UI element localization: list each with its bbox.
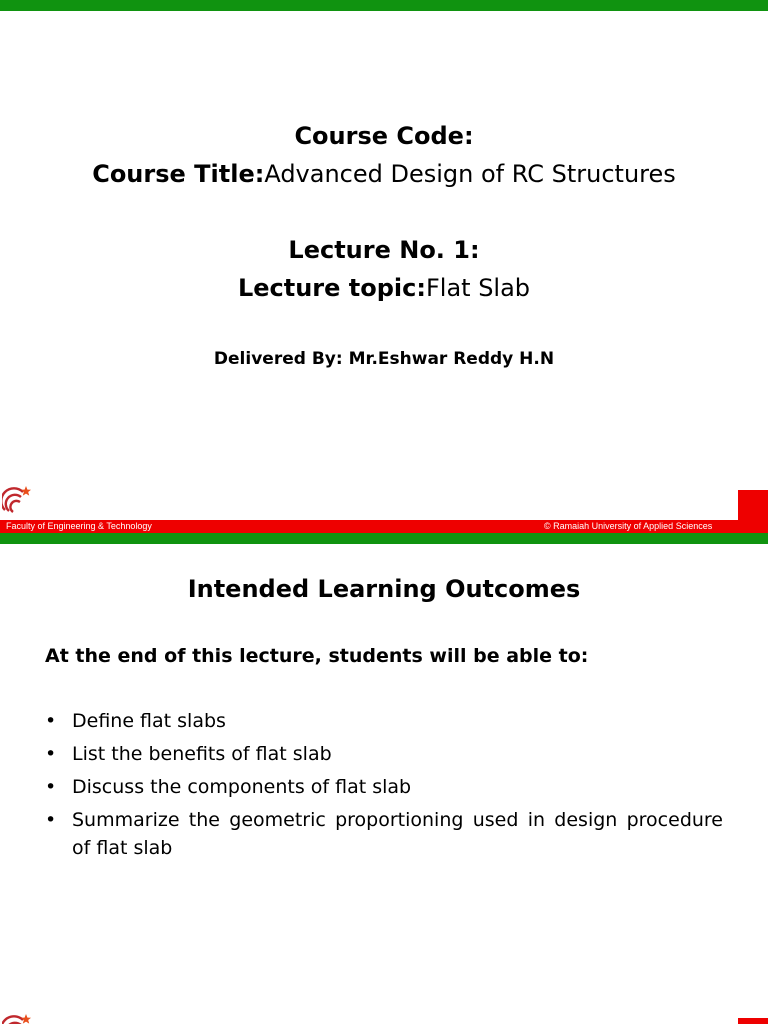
bullet-icon: • [45, 809, 57, 831]
course-code-label: Course Code: [294, 122, 474, 150]
university-logo-icon [2, 484, 32, 518]
outcomes-intro: At the end of this lecture, students will be able to: [45, 645, 589, 667]
footer-left-text: Faculty of Engineering & Technology [6, 521, 152, 531]
list-item: • Define flat slabs [45, 707, 723, 735]
outcomes-slide [0, 544, 768, 1024]
list-item: • Summarize the geometric proportioning used in design procedure of flat slab [45, 806, 723, 862]
footer-green-bar [0, 533, 768, 544]
university-logo-icon [2, 1012, 32, 1024]
lecture-topic-line [0, 273, 768, 303]
course-title-label: Course Title: [92, 160, 265, 188]
bullet-icon: • [45, 776, 57, 798]
course-title-value: Advanced Design of RC Structures [264, 160, 676, 188]
top-green-bar [0, 0, 768, 11]
bullet-icon: • [45, 710, 57, 732]
list-item: • List the benefits of flat slab [45, 740, 723, 768]
red-corner-block [738, 490, 768, 520]
footer-right-text: © Ramaiah University of Applied Sciences [544, 521, 713, 531]
outcomes-list [45, 707, 723, 867]
course-title-line [0, 159, 768, 189]
lecture-topic-value: Flat Slab [425, 274, 531, 302]
outcomes-title: Intended Learning Outcomes [187, 575, 581, 603]
bullet-icon: • [45, 743, 57, 765]
list-item: • Discuss the components of flat slab [45, 773, 723, 801]
lecture-no-label: Lecture No. 1: [288, 236, 480, 264]
delivered-by: Delivered By: Mr.Eshwar Reddy H.N [213, 349, 555, 369]
lecture-topic-label: Lecture topic: [237, 274, 426, 302]
red-corner-block [738, 1018, 768, 1024]
